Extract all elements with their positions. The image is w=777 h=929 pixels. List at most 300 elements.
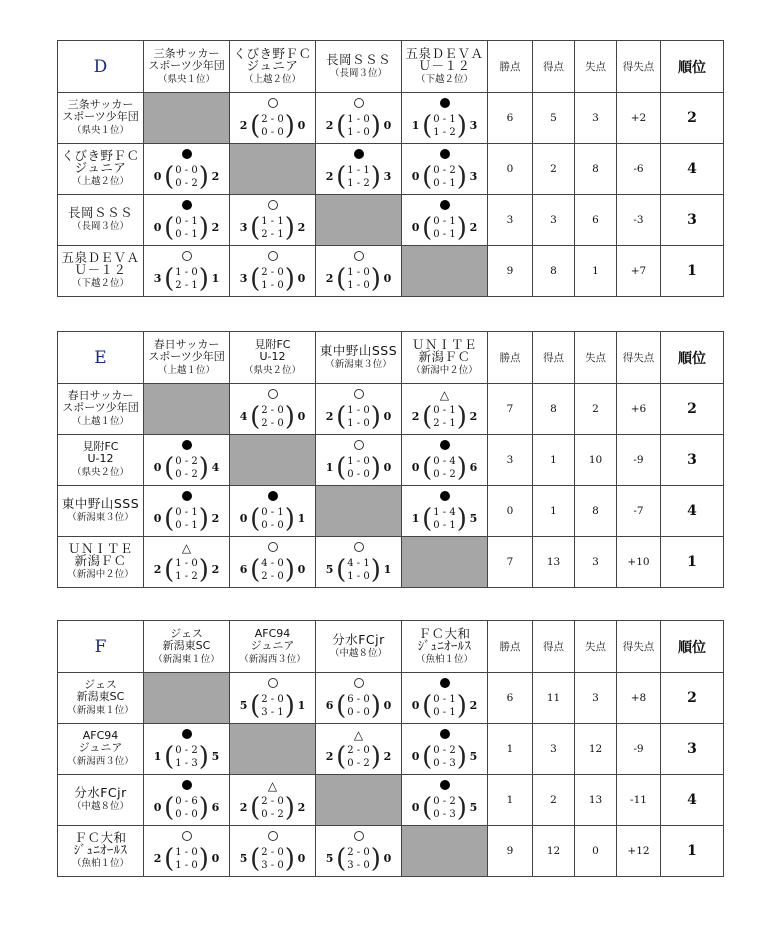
header-row [58,41,724,93]
bracket-left: ( [164,741,175,772]
goals-against: 0 [383,410,392,423]
goals-against: 0 [211,852,220,865]
team-name: 五泉ＤＥＶＡ [61,250,140,265]
match-result [402,729,487,770]
match-result [402,149,487,190]
points-value: 1 [488,724,533,775]
win-icon [354,251,364,264]
score-line [323,741,394,772]
column-team-header [230,41,316,93]
draw-icon [268,780,277,793]
bracket-right: ) [198,554,209,585]
half-scores [261,506,283,532]
team-name: AFC94 [254,626,291,640]
score-line [151,741,222,772]
self-match-cell [144,93,230,144]
header-row [58,621,724,673]
win-icon [268,831,278,844]
loss-icon [440,491,450,504]
win-icon [354,98,364,111]
bracket-right: ) [456,792,467,823]
match-cell [316,673,402,724]
bracket-right: ) [284,110,295,141]
row-team-header [58,144,144,195]
score-line [151,452,222,483]
goals-for-value: 13 [533,537,575,588]
second-half-score: 2 - 1 [261,228,284,240]
goals-for: 6 [325,699,334,712]
half-scores [433,744,455,770]
goals-for-header: 得点 [533,621,575,673]
match-cell [144,724,230,775]
first-half-score: 0 - 1 [433,404,456,416]
bracket-left: ( [164,843,175,874]
goals-for: 4 [239,410,248,423]
bracket-right: ) [370,690,381,721]
win-icon [268,678,278,691]
bracket-right: ) [284,792,295,823]
team-row [58,435,724,486]
team-row [58,486,724,537]
goals-for: 5 [239,699,248,712]
half-scores [261,846,283,872]
bracket-left: ( [164,792,175,823]
team-name-line2: U-12 [259,349,286,363]
score-line [237,110,308,141]
goals-for-value: 1 [533,486,575,537]
goal-diff-value: -11 [617,775,661,826]
goals-for-value: 2 [533,775,575,826]
goals-for-value: 12 [533,826,575,877]
loss-icon [182,200,192,213]
team-name: 春日サッカー [153,337,220,351]
second-half-score: 1 - 0 [347,126,370,138]
rank-value: 2 [661,673,724,724]
self-match-cell [144,384,230,435]
win-icon [354,440,364,453]
column-team-header [316,41,402,93]
second-half-score: 1 - 3 [175,757,198,769]
match-result [144,491,229,532]
goals-for: 0 [239,512,248,525]
match-cell [144,486,230,537]
team-qualification: （新潟東３位） [67,512,134,523]
half-scores [347,744,369,770]
match-result [230,98,315,139]
score-line [409,452,480,483]
bracket-left: ( [164,503,175,534]
half-scores [433,795,455,821]
goals-for: 0 [153,170,162,183]
goals-against: 6 [469,461,478,474]
score-line [151,554,222,585]
goals-for: 0 [411,801,420,814]
match-result [316,831,401,872]
score-line [409,792,480,823]
bracket-left: ( [336,263,347,294]
win-icon [354,678,364,691]
bracket-right: ) [198,212,209,243]
goals-for: 2 [325,750,334,763]
goal-diff-value: -3 [617,195,661,246]
goals-against: 0 [383,461,392,474]
first-half-score: 0 - 1 [433,693,456,705]
score-line [409,161,480,192]
team-name: ＵＮＩＴＥ [67,541,133,556]
first-half-score: 0 - 1 [261,506,284,518]
goals-against: 1 [211,272,220,285]
goal-diff-header: 得失点 [617,621,661,673]
goals-against-value: 13 [575,775,617,826]
first-half-score: 1 - 0 [347,266,370,278]
goals-for: 2 [411,410,420,423]
row-team-header [58,435,144,486]
score-line [151,843,222,874]
half-scores [175,557,197,583]
first-half-score: 2 - 0 [261,266,284,278]
score-line [237,792,308,823]
half-scores [433,113,455,139]
team-name: 三条サッカー [153,46,220,60]
group-table [57,40,724,297]
match-result [230,200,315,241]
second-half-score: 1 - 0 [347,417,370,429]
bracket-right: ) [370,452,381,483]
second-half-score: 0 - 1 [433,706,456,718]
second-half-score: 2 - 1 [433,417,456,429]
goals-for: 1 [153,750,162,763]
win-icon [268,251,278,264]
team-row [58,826,724,877]
team-name-line2: Ｕ－１２ [418,57,471,73]
goals-against: 2 [211,221,220,234]
goals-against-value: 0 [575,826,617,877]
first-half-score: 2 - 0 [347,744,370,756]
win-icon [354,389,364,402]
team-qualification: （下越２位） [71,278,129,289]
goals-for-value: 1 [533,435,575,486]
win-icon [182,831,192,844]
first-half-score: 1 - 1 [347,164,370,176]
team-qualification: （中越８位） [329,647,387,659]
second-half-score: 0 - 0 [261,519,284,531]
match-cell [230,673,316,724]
match-result [230,542,315,583]
half-scores [433,455,455,481]
bracket-left: ( [250,110,261,141]
match-result [316,440,401,481]
draw-icon [354,729,363,742]
half-scores [347,266,369,292]
second-half-score: 0 - 2 [175,177,198,189]
goals-against-header: 失点 [575,332,617,384]
second-half-score: 1 - 0 [347,279,370,291]
bracket-right: ) [198,741,209,772]
draw-icon [440,389,449,402]
bracket-left: ( [422,792,433,823]
goals-for-value: 3 [533,724,575,775]
second-half-score: 0 - 1 [433,228,456,240]
second-half-score: 0 - 3 [433,757,456,769]
match-result [316,389,401,430]
loss-icon [182,780,192,793]
team-qualification: （魚柏１位） [71,858,129,869]
goals-for: 6 [239,563,248,576]
rank-value: 4 [661,144,724,195]
team-name: 東中野山SSS [319,342,398,358]
row-team-header [58,724,144,775]
win-icon [182,251,192,264]
rank-value: 1 [661,826,724,877]
goals-against: 0 [297,272,306,285]
team-name: 見附FC [254,337,291,351]
column-team-header [144,41,230,93]
score-line [409,741,480,772]
rank-header: 順位 [661,621,724,673]
row-team-header [58,486,144,537]
team-qualification: （新潟東３位） [325,358,392,370]
draw-icon [182,542,191,555]
score-line [151,212,222,243]
goals-for: 0 [411,750,420,763]
team-name-line2: スポーツ少年団 [148,58,225,72]
team-name: くびき野ＦＣ [233,45,312,61]
rank-value: 3 [661,195,724,246]
team-qualification: （県央２位） [243,364,301,376]
goals-against: 3 [469,119,478,132]
bracket-left: ( [164,452,175,483]
match-result [230,831,315,872]
team-name-line2: ジュニア [78,741,123,754]
match-result [144,251,229,292]
second-half-score: 0 - 0 [347,468,370,480]
half-scores [347,455,369,481]
bracket-right: ) [456,690,467,721]
goals-against: 5 [469,801,478,814]
match-cell [316,384,402,435]
half-scores [175,455,197,481]
goals-against: 2 [211,563,220,576]
match-cell [144,435,230,486]
bracket-right: ) [456,741,467,772]
goals-against: 2 [469,410,478,423]
bracket-right: ) [284,690,295,721]
points-value: 1 [488,775,533,826]
half-scores [433,404,455,430]
bracket-left: ( [336,690,347,721]
team-qualification: （県央１位） [71,125,129,136]
goals-for: 2 [325,272,334,285]
win-icon [354,542,364,555]
self-match-cell [144,673,230,724]
bracket-left: ( [164,212,175,243]
goals-against: 1 [383,563,392,576]
rank-value: 4 [661,486,724,537]
goals-for: 3 [153,272,162,285]
points-value: 0 [488,486,533,537]
rank-value: 3 [661,724,724,775]
goals-against-header: 失点 [575,41,617,93]
match-result [316,149,401,190]
column-team-header [316,621,402,673]
first-half-score: 0 - 1 [175,215,198,227]
second-half-score: 0 - 0 [175,808,198,820]
bracket-right: ) [456,401,467,432]
second-half-score: 0 - 2 [347,757,370,769]
bracket-right: ) [370,401,381,432]
score-line [237,843,308,874]
goals-for: 0 [411,221,420,234]
match-cell [144,195,230,246]
team-name: 東中野山SSS [61,496,140,511]
first-half-score: 2 - 0 [261,693,284,705]
team-qualification: （下越２位） [415,73,473,85]
rank-header: 順位 [661,332,724,384]
goals-against-value: 6 [575,195,617,246]
second-half-score: 0 - 1 [175,519,198,531]
rank-header: 順位 [661,41,724,93]
goals-against: 5 [469,750,478,763]
match-result [402,389,487,430]
half-scores [175,744,197,770]
points-value: 7 [488,537,533,588]
goals-against: 0 [297,119,306,132]
column-team-header [144,621,230,673]
second-half-score: 0 - 3 [433,808,456,820]
rank-value: 1 [661,246,724,297]
team-qualification: （上越２位） [71,176,129,187]
half-scores [347,164,369,190]
score-line [323,110,394,141]
second-half-score: 3 - 1 [261,706,284,718]
team-name: ＦＣ大和 [418,625,471,641]
match-cell [316,93,402,144]
goals-against: 0 [297,563,306,576]
goals-for: 1 [411,512,420,525]
goals-for: 2 [153,852,162,865]
points-header: 勝点 [488,41,533,93]
first-half-score: 6 - 0 [347,693,370,705]
match-cell [402,195,488,246]
bracket-right: ) [456,110,467,141]
score-line [323,690,394,721]
half-scores [433,693,455,719]
team-row [58,724,724,775]
second-half-score: 0 - 1 [175,228,198,240]
points-value: 0 [488,144,533,195]
team-name: 三条サッカー [67,98,134,111]
bracket-right: ) [456,503,467,534]
bracket-right: ) [198,161,209,192]
bracket-right: ) [284,843,295,874]
team-name-line2: ｼﾞｭﾆｵｰﾙｽ [73,842,128,857]
loss-icon [182,729,192,742]
bracket-right: ) [370,263,381,294]
team-qualification: （新潟東１位） [67,705,134,716]
goals-against: 0 [383,852,392,865]
goals-for: 0 [153,512,162,525]
half-scores [261,113,283,139]
goal-diff-value: +7 [617,246,661,297]
team-name-line2: ジュニア [246,57,299,73]
bracket-left: ( [250,690,261,721]
score-line [409,212,480,243]
goals-for: 0 [411,170,420,183]
half-scores [347,404,369,430]
team-qualification: （新潟中２位） [411,364,478,376]
goals-against: 0 [297,852,306,865]
half-scores [261,266,283,292]
first-half-score: 1 - 0 [175,846,198,858]
group-label: E [58,332,144,384]
match-cell [316,144,402,195]
second-half-score: 0 - 0 [261,126,284,138]
first-half-score: 0 - 1 [433,215,456,227]
goals-for: 0 [411,699,420,712]
goals-against-value: 3 [575,537,617,588]
second-half-score: 3 - 0 [347,859,370,871]
goals-for-value: 3 [533,195,575,246]
team-name-line2: スポーツ少年団 [148,349,225,363]
team-name-line2: 新潟ＦＣ [74,553,127,568]
bracket-left: ( [336,401,347,432]
team-qualification: （魚柏１位） [415,653,473,665]
team-qualification: （中越８位） [71,801,129,812]
loss-icon [182,491,192,504]
first-half-score: 1 - 0 [347,455,370,467]
team-name-line2: 新潟東SC [76,690,125,703]
points-header: 勝点 [488,621,533,673]
goals-against-header: 失点 [575,621,617,673]
team-name: 見附FC [82,440,119,453]
header-row [58,332,724,384]
goal-diff-value: -7 [617,486,661,537]
bracket-left: ( [422,110,433,141]
first-half-score: 4 - 0 [261,557,284,569]
first-half-score: 2 - 0 [261,113,284,125]
score-line [237,212,308,243]
score-line [323,161,394,192]
second-half-score: 1 - 0 [175,859,198,871]
bracket-left: ( [164,263,175,294]
match-cell [144,826,230,877]
team-qualification: （新潟東１位） [153,653,220,665]
team-qualification: （新潟西３位） [239,653,306,665]
goals-for: 3 [239,221,248,234]
match-result [230,491,315,532]
second-half-score: 2 - 0 [261,417,284,429]
second-half-score: 0 - 2 [175,468,198,480]
loss-icon [440,780,450,793]
first-half-score: 0 - 2 [433,744,456,756]
points-value: 3 [488,435,533,486]
goals-against: 0 [297,410,306,423]
second-half-score: 0 - 0 [347,706,370,718]
match-cell [316,246,402,297]
score-line [323,263,394,294]
self-match-cell [316,195,402,246]
self-match-cell [402,537,488,588]
bracket-left: ( [422,161,433,192]
second-half-score: 0 - 1 [433,519,456,531]
goals-against: 1 [297,699,306,712]
match-result [402,440,487,481]
match-cell [316,435,402,486]
match-result [402,491,487,532]
match-result [144,780,229,821]
team-qualification: （新潟西３位） [67,756,134,767]
score-line [323,554,394,585]
